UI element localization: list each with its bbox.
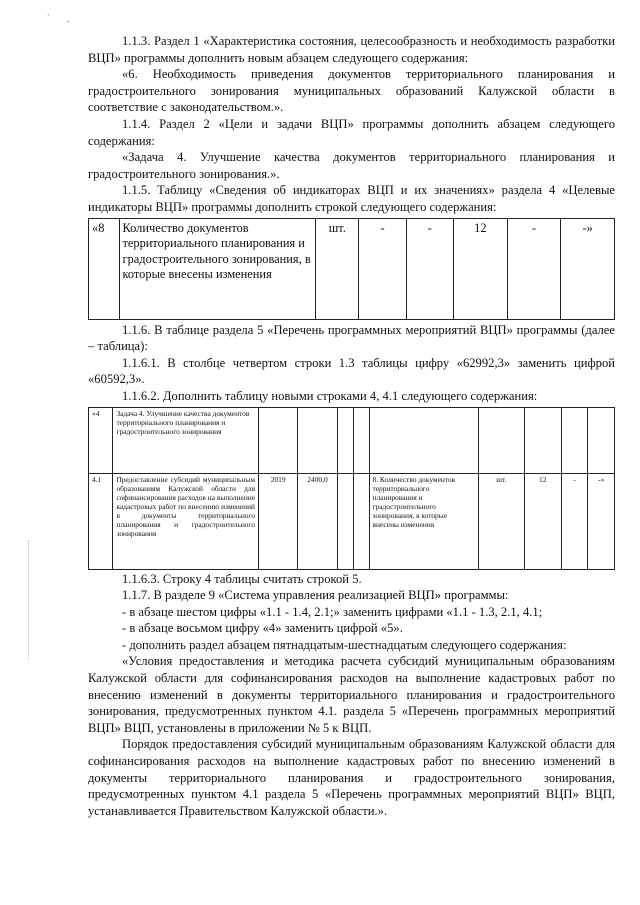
paragraph-1-1-3: 1.1.3. Раздел 1 «Характеристика состояния, целесообразность и необходимость разработки ВЦП» программы дополнить новым абзацем следующего содержания: xyxy=(88,34,615,65)
table-cell-task: Задача 4. Улучшение качества документов территориального планирования и градостроительного зонирования xyxy=(113,407,259,473)
paragraph-quote-6: «6. Необходимость приведения документов территориального планирования и градостроительного зонирования муниципальных образований Калужской области в соответствие с законодательством.». xyxy=(88,67,615,115)
table-cell-empty xyxy=(259,407,298,473)
table-row xyxy=(89,473,615,569)
indicator-table xyxy=(88,218,615,320)
table-row xyxy=(89,407,615,473)
corner-mark: - xyxy=(67,17,70,26)
table-row xyxy=(89,218,615,319)
table-cell-name: Количество документов территориального планирования и градостроительного зонирования, в которые внесены изменения xyxy=(119,218,316,319)
paragraph-bullet-2: - в абзаце восьмом цифру «4» заменить цифрой «5». xyxy=(122,621,403,636)
paragraph-1-1-5: 1.1.5. Таблицу «Сведения об индикаторах ВЦП и их значениях» раздела 4 «Целевые индикаторы ВЦП» программы дополнить строкой следующего содержания: xyxy=(88,183,615,214)
measures-table xyxy=(88,407,615,570)
paragraph-task-4: «Задача 4. Улучшение качества документов территориального планирования и градостроительного зонирования.». xyxy=(88,150,615,181)
table-cell-empty xyxy=(588,407,615,473)
table-cell-empty xyxy=(298,407,337,473)
table-cell-empty xyxy=(353,407,369,473)
paragraph-procedure: Порядок предоставления субсидий муниципальным образованиям Калужской области для софинансирования расходов на выполнение кадастровых работ по внесению изменений в документы территориального планирования и градостроительного зонирования, предусмотренных пунктом 4.1 раздела 5 «Перечень программных мероприятий ВЦП» ВЦП, устанавливается Правительством Калужской области.». xyxy=(88,737,615,818)
table-cell-value: - xyxy=(561,473,588,569)
paragraph-1-1-6-2: 1.1.6.2. Дополнить таблицу новыми строками 4, 4.1 следующего содержания: xyxy=(122,388,538,403)
table-cell-empty xyxy=(524,407,561,473)
table-cell-num: «4 xyxy=(89,407,113,473)
table-cell-empty xyxy=(478,407,524,473)
paragraph-bullet-3: - дополнить раздел абзацем пятнадцатым-шестнадцатым следующего содержания: xyxy=(122,637,567,652)
table-cell-measure: Предоставление субсидий муниципальным образованиям Калужской области для софинансирования расходов на выполнение кадастровых работ по внесению изменений в документы территориального планирования и градостроительного зонирования xyxy=(113,473,259,569)
scan-margin-artifact xyxy=(28,540,30,660)
paragraph-1-1-6-1: 1.1.6.1. В столбце четвертом строки 1.3 таблицы цифру «62992,3» заменить цифрой «60592,3». xyxy=(88,355,615,387)
paragraph-1-1-6-3: 1.1.6.3. Строку 4 таблицы считать строкой 5. xyxy=(122,571,362,586)
table-cell-value: - xyxy=(507,218,561,319)
table-cell-value: - xyxy=(359,218,406,319)
table-cell-value: -» xyxy=(588,473,615,569)
table-cell-value: 12 xyxy=(454,218,508,319)
table-cell-empty xyxy=(561,407,588,473)
paragraph-1-1-4: 1.1.4. Раздел 2 «Цели и задачи ВЦП» программы дополнить абзацем следующего содержания: xyxy=(88,116,615,148)
table-cell-value: -» xyxy=(561,218,615,319)
table-cell-value: - xyxy=(406,218,453,319)
table-cell-sum: 2400,0 xyxy=(298,473,337,569)
paragraph-1-1-6: 1.1.6. В таблице раздела 5 «Перечень программных мероприятий ВЦП» программы (далее – таблица): xyxy=(88,322,615,354)
table-cell-unit: шт. xyxy=(316,218,359,319)
table-cell-num: 4.1 xyxy=(89,473,113,569)
table-cell-year: 2019 xyxy=(259,473,298,569)
paragraph-1-1-7: 1.1.7. В разделе 9 «Система управления реализацией ВЦП» программы: xyxy=(122,588,509,603)
table-cell-num: «8 xyxy=(89,218,120,319)
table-cell-empty xyxy=(337,407,353,473)
table-cell-empty xyxy=(353,473,369,569)
table-cell-value: 12 xyxy=(524,473,561,569)
document-page xyxy=(88,33,615,819)
corner-mark: ` xyxy=(47,13,50,22)
table-cell-empty xyxy=(369,407,478,473)
table-cell-unit: шт. xyxy=(478,473,524,569)
table-cell-empty xyxy=(337,473,353,569)
table-cell-indicator: 8. Количество документов территориального планирования и градостроительного зонирования, в которые внесены изменения xyxy=(369,473,478,569)
paragraph-conditions: «Условия предоставления и методика расчета субсидий муниципальным образованиям Калужской области для софинансирования расходов на выполнение кадастровых работ по внесению изменений в документы территориального планирования и градостроительного зонирования, предусмотренных пунктом 4.1. раздела 5 «Перечень программных мероприятий ВЦП» ВЦП, установлены в приложении № 5 к ВЦП. xyxy=(88,654,615,735)
paragraph-bullet-1: - в абзаце шестом цифры «1.1 - 1.4, 2.1;» заменить цифрами «1.1 - 1.3, 2.1, 4.1; xyxy=(122,604,543,619)
